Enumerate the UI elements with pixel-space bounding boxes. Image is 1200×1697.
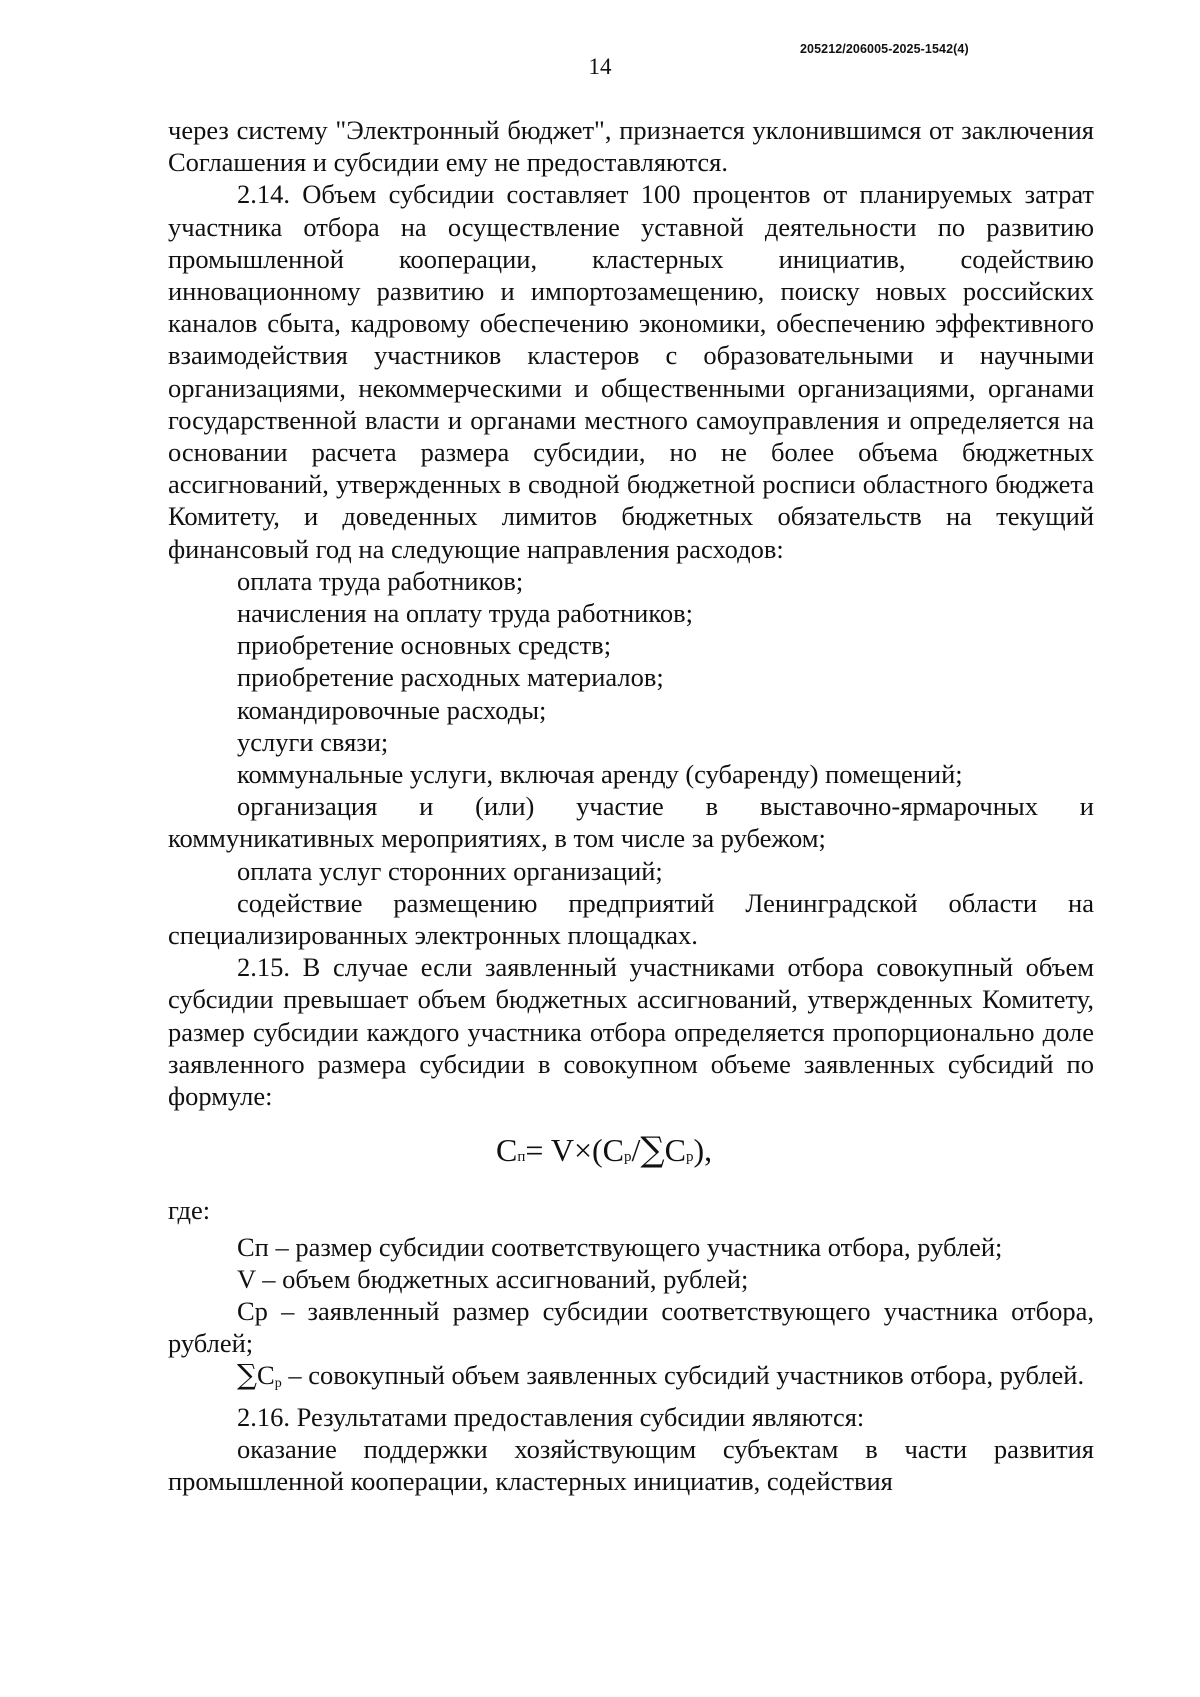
paragraph-2-16: 2.16. Результатами предоставления субсидии являются: <box>237 1401 865 1432</box>
list-item: приобретение расходных материалов; <box>237 662 664 693</box>
definition-cp: Ср – заявленный размер субсидии соответствующего участника отбора, рублей; <box>168 1295 1094 1359</box>
list-item: оплата труда работников; <box>237 565 524 596</box>
list-item: приобретение основных средств; <box>237 630 612 661</box>
document-id: 205212/206005-2025-1542(4) <box>800 42 969 56</box>
definition-sum-text: – совокупный объем заявленных субсидий участников отбора, рублей. <box>281 1360 1085 1391</box>
formula <box>168 1112 1094 1194</box>
paragraph-2-15: 2.15. В случае если заявленный участниками отбора совокупный объем субсидии превышает объем бюджетных ассигнований, утвержденных Комитету, размер субсидии каждого участника отбора определяется пропорционально доле заявленного размера субсидии в совокупном объеме заявленных субсидий по формуле: <box>168 952 1094 1112</box>
list-item: командировочные расходы; <box>237 694 547 725</box>
list-item: начисления на оплату труда работников; <box>237 598 693 629</box>
sum-c: C <box>257 1360 275 1391</box>
formula-slash: / <box>631 1131 641 1168</box>
formula-sub-p2: р <box>686 1148 694 1165</box>
formula-c: C <box>496 1131 518 1168</box>
list-item: организация и (или) участие в выставочно-ярмарочных и коммуникативных мероприятиях, в том числе за рубежом; <box>168 791 1094 854</box>
document-body <box>168 114 1094 1497</box>
sigma-symbol: ∑ <box>640 1129 665 1170</box>
definition-sum <box>168 1359 1094 1400</box>
sigma-symbol: ∑ <box>237 1358 257 1392</box>
where-label: где: <box>168 1195 211 1226</box>
paragraph-results: оказание поддержки хозяйствующим субъектам в части развития промышленной кооперации, кластерных инициатив, содействия <box>168 1433 1094 1496</box>
formula-c2: C <box>664 1131 687 1168</box>
list-item: содействие размещению предприятий Ленинградской области на специализированных электронных площадках. <box>168 887 1094 951</box>
sum-sub-p: р <box>274 1376 282 1392</box>
formula-sub-n: п <box>517 1148 526 1165</box>
definition-v: V – объем бюджетных ассигнований, рублей; <box>237 1263 749 1294</box>
page-number: 14 <box>588 54 612 79</box>
formula-expression <box>496 1129 713 1173</box>
paragraph-continuation: через систему "Электронный бюджет", признается уклонившимся от заключения Соглашения и субсидии ему не предоставляются. <box>168 115 1094 178</box>
formula-close: ), <box>693 1131 713 1168</box>
formula-sub-p: р <box>624 1148 632 1165</box>
definition-cn: Сп – размер субсидии соответствующего участника отбора, рублей; <box>237 1231 1003 1262</box>
list-item: оплата услуг сторонних организаций; <box>237 855 663 886</box>
list-item: коммунальные услуги, включая аренду (субаренду) помещений; <box>237 759 963 790</box>
formula-equals-part: = V×(C <box>525 1131 624 1168</box>
list-item: услуги связи; <box>237 726 389 757</box>
paragraph-2-14: 2.14. Объем субсидии составляет 100 процентов от планируемых затрат участника отбора на осуществление уставной деятельности по развитию промышленной кооперации, кластерных инициатив, содействию инновационному развитию и импортозамещению, поиску новых российских каналов сбыта, кадровому обеспечению экономики, обеспечению эффективного взаимодействия участников кластеров с образовательными и научными организациями, некоммерческими и общественными организациями, органами государственной власти и органами местного самоуправления и определяется на основании расчета размера субсидии, но не более объема бюджетных ассигнований, утвержденных в сводной бюджетной росписи областного бюджета Комитету, и доведенных лимитов бюджетных обязательств на текущий финансовый год на следующие направления расходов: <box>168 179 1094 564</box>
